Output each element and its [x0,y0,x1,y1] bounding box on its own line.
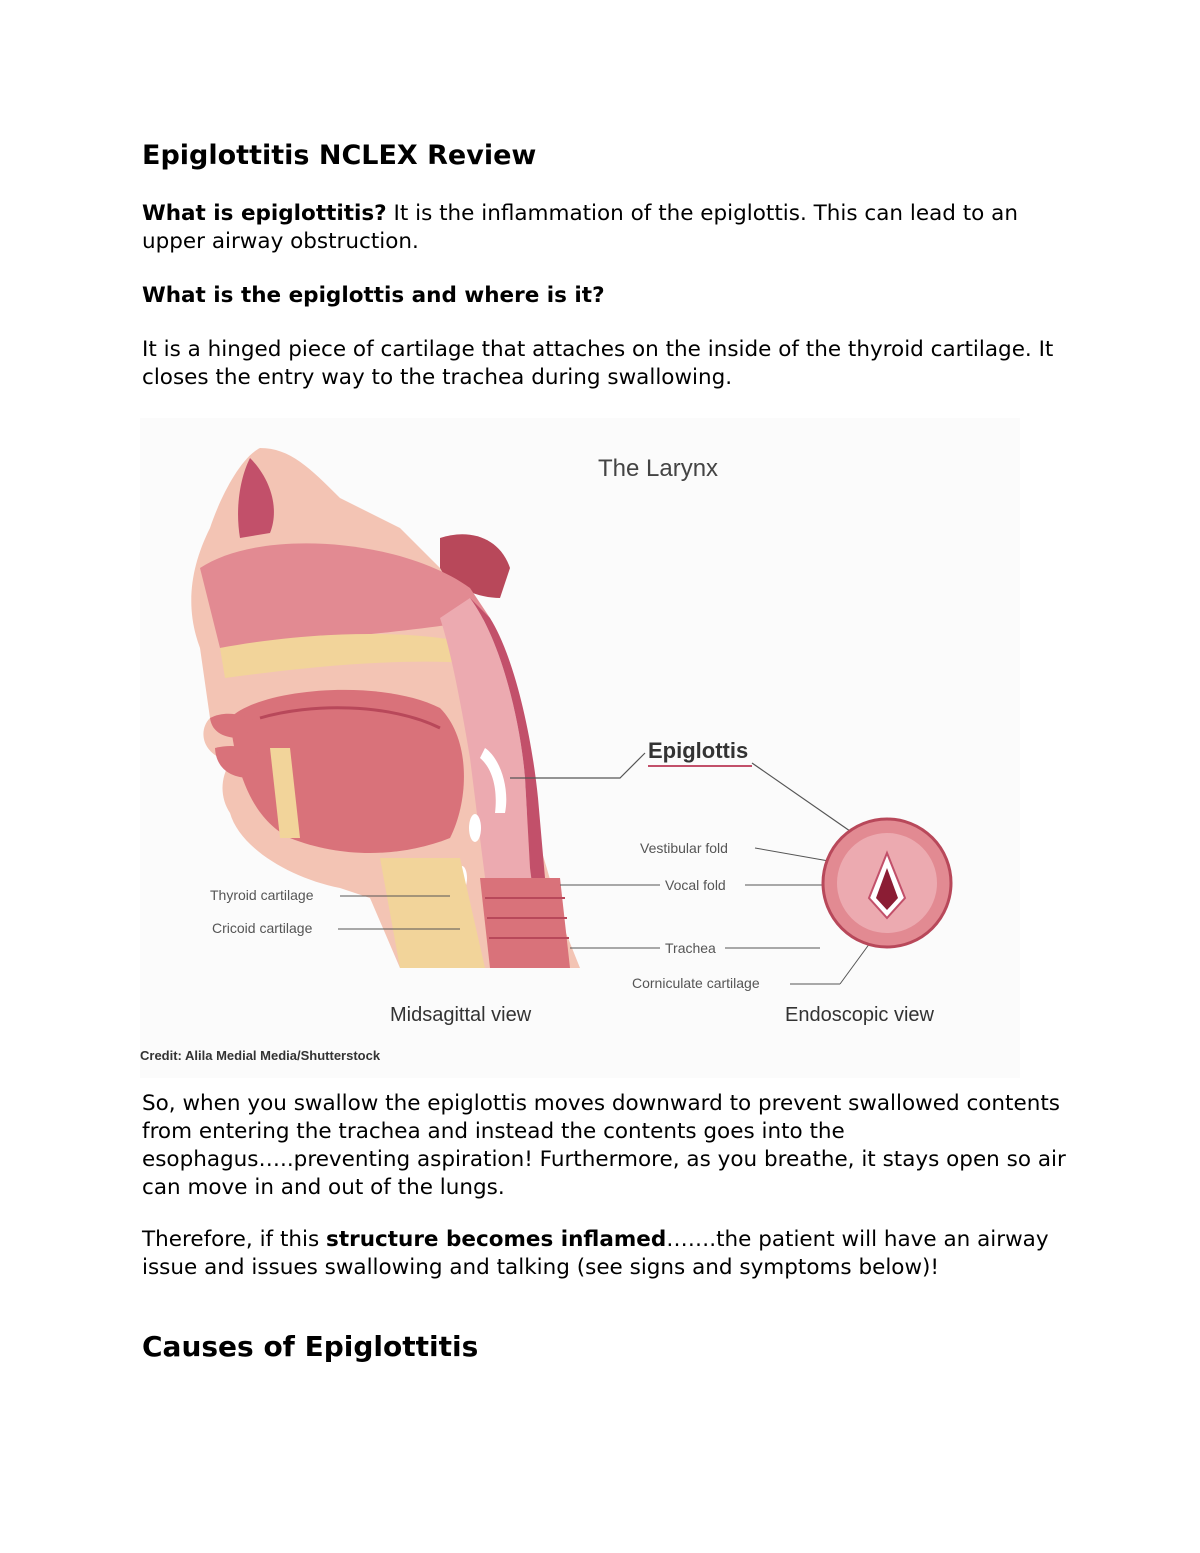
question-2 [142,282,1072,310]
label-corniculate-cartilage: Corniculate cartilage [632,975,760,991]
label-epiglottis: Epiglottis [648,738,749,763]
paragraph-swallowing: So, when you swallow the epiglottis moves downward to prevent swallowed contents from entering the trachea and instead the contents goes into the esophagus…..preventing aspiration! Furthermore, as you breathe, it stays open so air can move in and out of the lungs. [142,1091,1066,1200]
answer-1: It is the inflammation of the epiglottis. This can lead to an upper airway obstruction. [142,201,1018,254]
trachea-tube [480,878,570,968]
caption-endoscopic: Endoscopic view [785,1004,934,1026]
label-thyroid-cartilage: Thyroid cartilage [210,887,314,903]
hyoid-mark [469,814,481,842]
label-vocal-fold: Vocal fold [665,877,726,893]
question-1-paragraph [142,200,1072,256]
larynx-figure [140,418,1020,1078]
figure-credit: Credit: Alila Medial Media/Shutterstock [140,1048,381,1063]
larynx-diagram [140,418,1020,1078]
para3-end: …….the patient will have an airway issue and issues swallowing and talking (see signs and symptoms below)! [142,1227,1049,1280]
figure-title: The Larynx [598,455,719,482]
question-2-text: What is the epiglottis and where is it? [142,283,605,308]
paragraph-epiglottis-description: It is a hinged piece of cartilage that attaches on the inside of the thyroid cartilage. It closes the entry way to the trachea during swallowing. [142,337,1054,390]
label-vestibular-fold: Vestibular fold [640,840,728,856]
para3-start: Therefore, if this [142,1227,327,1252]
label-cricoid-cartilage: Cricoid cartilage [212,920,313,936]
question-1: What is epiglottitis? [142,201,387,226]
para3-bold: structure becomes inflamed [326,1227,667,1252]
caption-midsagittal: Midsagittal view [390,1004,532,1026]
section-heading-causes: Causes of Epiglottitis [142,1330,479,1363]
paragraph-inflammation [142,1226,1072,1282]
label-trachea: Trachea [665,940,716,956]
page-title: Epiglottitis NCLEX Review [142,140,537,171]
